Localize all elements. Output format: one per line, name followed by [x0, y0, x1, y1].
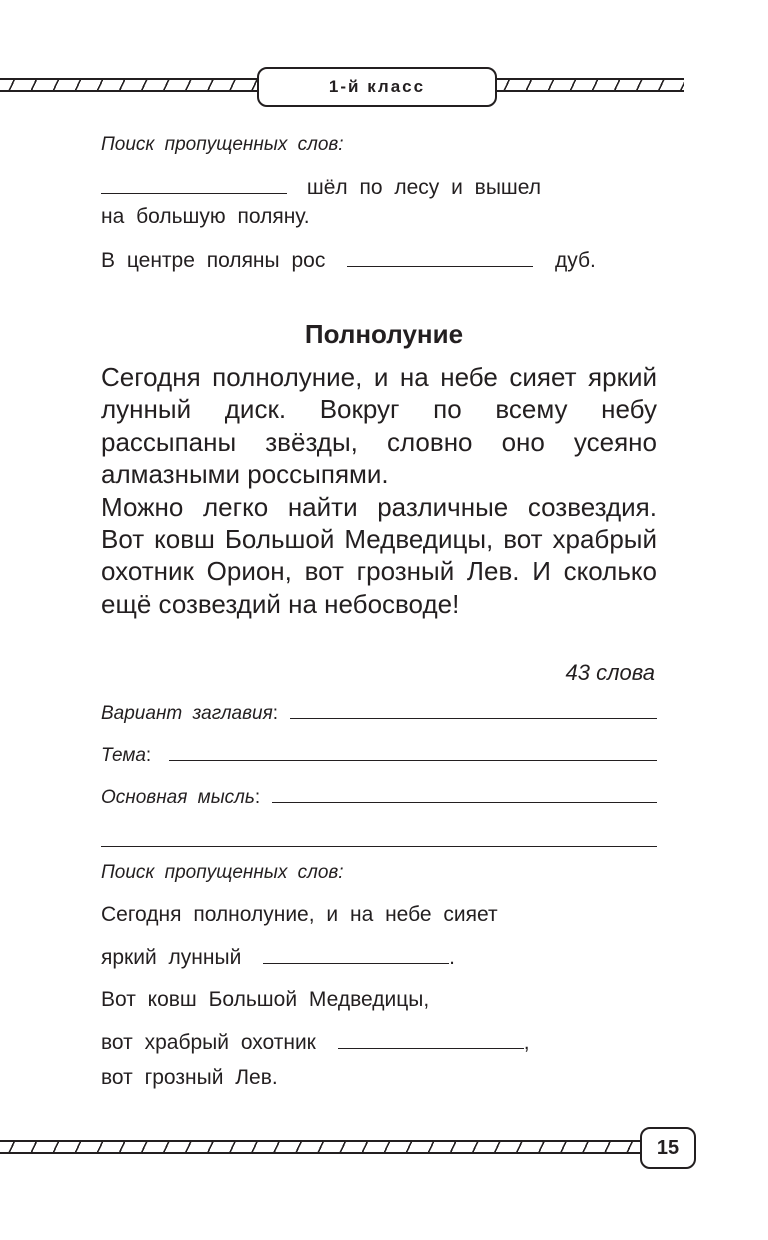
word-count: 43 слова: [565, 660, 655, 685]
topic-field: Тема :: [101, 742, 657, 767]
story-paragraph-2: Можно легко найти различные созвездия. Вот ковш Большой Медведицы, вот храбрый охотник Орион, вот грозный Лев. И сколько ещё созвездий на небосводе!: [101, 491, 657, 619]
exercise2-line1: Сегодня полнолуние, и на небе сияет: [101, 903, 498, 926]
grade-badge: [257, 67, 497, 107]
header-rail-left: [0, 78, 259, 92]
main-idea-field: Основная мысль :: [101, 784, 657, 809]
exercise2-line2: яркий лунный .: [101, 946, 455, 969]
exercise2-line3: Вот ковш Большой Медведицы,: [101, 988, 430, 1011]
footer-rail: [0, 1140, 642, 1154]
topic-line: [169, 742, 657, 761]
story-paragraph-1: Сегодня полнолуние, и на небе сияет яркий лунный диск. Вокруг по всему небу рассыпаны звёзды, словно оно усеяно алмазными россыпями.: [101, 362, 657, 490]
title-variant-line: [290, 700, 657, 719]
exercise1-line3: В центре поляны рос дуб.: [101, 249, 596, 272]
story-text: [101, 361, 657, 620]
blank-line: [338, 1030, 524, 1049]
exercise2-instruction: Поиск пропущенных слов:: [101, 862, 344, 883]
blank-line: [101, 175, 287, 194]
exercise2-line4: вот храбрый охотник ,: [101, 1031, 530, 1054]
exercise1-instruction: Поиск пропущенных слов:: [101, 134, 344, 155]
blank-line: [263, 945, 449, 964]
header-rail-right: [495, 78, 684, 92]
blank-line: [347, 248, 533, 267]
story-title: Полнолуние: [304, 319, 464, 349]
main-idea-extra-line: [101, 828, 657, 847]
grade-label: 1-й класс: [328, 77, 426, 96]
main-idea-line: [272, 784, 657, 803]
exercise2-line5: вот грозный Лев.: [101, 1066, 278, 1089]
title-variant-field: Вариант заглавия :: [101, 700, 657, 725]
page-number-badge: [640, 1127, 696, 1169]
page-number: 15: [656, 1136, 680, 1159]
exercise1-line2: на большую поляну.: [101, 205, 310, 228]
exercise1-line1: шёл по лесу и вышел: [101, 175, 541, 200]
